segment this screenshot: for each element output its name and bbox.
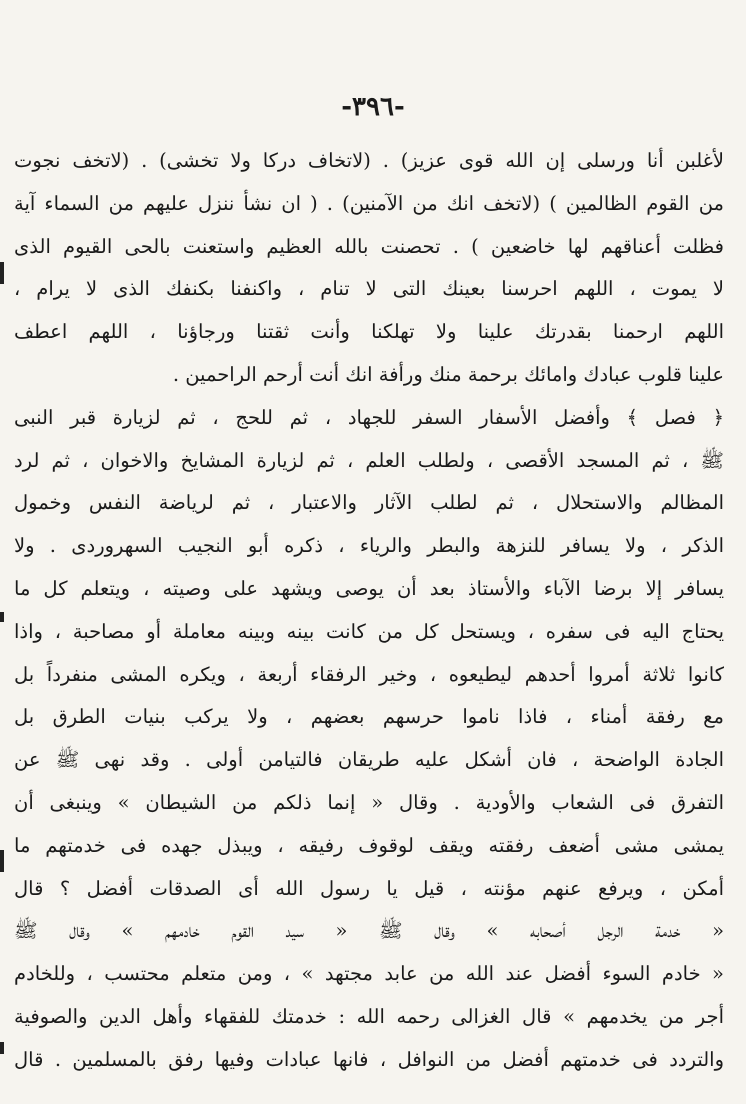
page-edge-mark	[0, 262, 4, 284]
text-line: يحتاج اليه فى سفره ، ويستحل كل من كانت بينه وبينه معاملة أو مصاحبة ، واذا	[14, 619, 724, 643]
text-line: التفرق فى الشعاب والأودية . وقال « إنما ذلكم من الشيطان » وينبغى أن	[14, 790, 724, 814]
text-line: يسافر إلا برضا الآباء والأستاذ بعد أن يوصى ويشهد على وصيته ، ويتعلم كل ما	[14, 576, 724, 600]
text-line: كانوا ثلاثة أمروا أحدهم ليطيعوه ، وخير الرفقاء أربعة ، ويكره المشى منفرداً بل	[14, 662, 724, 686]
text-line: علينا قلوب عبادك وامائك برحمة منك ورأفة انك أنت أرحم الراحمين .	[172, 362, 724, 386]
text-line: لا يموت ، اللهم احرسنا بعينك التى لا تنام ، واكنفنا بكنفك الذى لا يرام ،	[14, 277, 724, 301]
text-line: أجر من يخدمهم » قال الغزالى رحمه الله : خدمتك للفقهاء وأهل الدين والصوفية	[14, 1004, 724, 1028]
text-line: الجادة الواضحة ، فان أشكل عليه طريقان فالتيامن أولى . وقد نهى ﷺ عن	[14, 748, 724, 772]
text-line: المظالم والاستحلال ، ثم لطلب الآثار والاعتبار ، ثم لرياضة النفس وخمول	[14, 491, 724, 515]
text-line: « خادم السوء أفضل عند الله من عابد مجتهد » ، ومن متعلم محتسب ، وللخادم	[14, 962, 724, 986]
text-line: فظلت أعناقهم لها خاضعين ) . تحصنت بالله العظيم واستعنت بالحى القيوم الذى	[14, 234, 724, 258]
body-text	[14, 140, 724, 1082]
text-line: الذكر ، ولا يسافر للنزهة والبطر والرياء ، ذكره أبو النجيب السهروردى . ولا	[14, 534, 724, 558]
page-edge-mark	[0, 1042, 4, 1054]
text-line: والتردد فى خدمتهم أفضل من النوافل ، فانها عبادات وفيها رفق بالمسلمين . قال	[14, 1047, 724, 1071]
page-edge-mark	[0, 850, 4, 872]
page-number: -٣٩٦-	[341, 92, 405, 122]
text-line: لأغلبن أنا ورسلى إن الله قوى عزيز) . (لاتخاف دركا ولا تخشى) . (لاتخف نجوت	[14, 149, 724, 172]
text-line: ﷺ ، ثم المسجد الأقصى ، ولطلب العلم ، ثم لزيارة المشايخ والاخوان ، ثم لرد	[14, 448, 724, 472]
text-line: « خدمة الرجل أصحابه » وقال ﷺ « سيد القوم خادمهم » وقال ﷺ	[14, 919, 724, 943]
text-line: اللهم ارحمنا بقدرتك علينا ولا تهلكنا وأنت ثقتنا ورجاؤنا ، اللهم اعطف	[14, 320, 724, 344]
page-edge-mark	[0, 612, 4, 622]
text-line: مع رفقة أمناء ، فاذا ناموا حرسهم بعضهم ، ولا يركب بنيات الطرق بل	[14, 705, 724, 729]
text-line: ﴿ فصل ﴾ وأفضل الأسفار السفر للجهاد ، ثم للحج ، ثم لزيارة قبر النبى	[14, 405, 724, 429]
text-line: يمشى مشى أضعف رفقته ويقف لوقوف رفيقه ، ويبذل جهده فى خدمتهم ما	[14, 833, 724, 857]
text-line: من القوم الظالمين ) (لاتخف انك من الآمنين) . ( ان نشأ ننزل عليهم من السماء آية	[14, 191, 724, 215]
text-line: أمكن ، ويرفع عنهم مؤنته ، قيل يا رسول الله أى الصدقات أفضل ؟ قال	[14, 876, 724, 900]
